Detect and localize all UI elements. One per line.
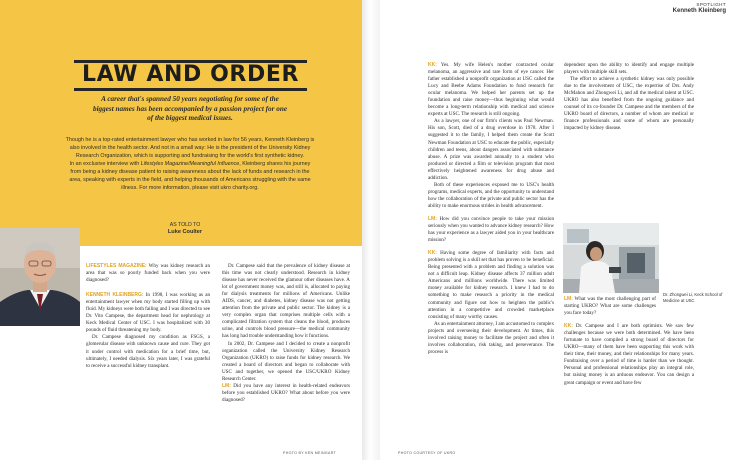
question-1: LIFESTYLES MAGAZINE: Why was kidney research an area that was so poorly funded back when you were diagnosed? bbox=[86, 263, 210, 284]
section-kicker: SPOTLIGHT bbox=[696, 2, 726, 7]
answer-1: KENNETH KLEINBERG: In 1998, I was working as an entertainment lawyer when my body started filling up with fluid. My kidneys were both failing and I was directed to see Dr. Vito Campese, the department head for nephrology at Keck Medical Center of USC. I was hospitalized with 30 pounds of fluid threatening my body. bbox=[86, 292, 211, 334]
answer-2: KK: Yes. My wife Helen's mother contracted ocular melanoma, an aggressive and rare form of eye cancer. Her father established a nonprofit organization at USC called the Lucy and Beebe Adams Foundation to fund research for ocular melanoma. We helped her parents set up the foundation and raise money—thus beginning what would become a long-term relationship with medical and science experts at USC. The research is still ongoing. bbox=[428, 62, 554, 118]
column-4-lower bbox=[564, 296, 716, 387]
portrait-photo bbox=[0, 228, 80, 326]
lab-photo bbox=[563, 223, 659, 293]
intro-paragraph-1: Though he is a top-rated entertainment lawyer who has worked in law for 56 years, Kenneth Kleinberg is also involved in the health sector. And not in a small way: He is the president of the University Kidney Research Organization, which is supporting and fundraising for the world's first synthetic kidney. bbox=[65, 137, 315, 159]
section-subject-name: Kenneth Kleinberg bbox=[672, 8, 726, 14]
column-3-paragraph-6: As an entertainment attorney, I am accustomed to complex projects and overseeing their development. At times, this involved raising money to facilitate the project and often it involves collaboration, risk taking, and perseverance. The process is bbox=[428, 320, 554, 355]
question-label: LM: bbox=[564, 296, 573, 302]
lab-photo-illustration bbox=[563, 223, 659, 293]
publication-name: Lifestyles Magazine/Meaningful Influence bbox=[140, 161, 240, 167]
answer-label: KK: bbox=[428, 62, 437, 68]
column-2 bbox=[222, 263, 350, 404]
column-3-paragraph-3: Both of these experiences exposed me to USC's health programs, medical experts, and the opportunity to understand how the collaboration of the private and public sector has the ability to make enormous strides in health advancement. bbox=[428, 181, 554, 209]
question-3: LM: How did you convince people to take your mission seriously when you wanted to advance kidney research? How has your experience as a lawyer aided you in your healthcare mission? bbox=[428, 215, 554, 244]
article-intro bbox=[64, 136, 316, 192]
question-label: LM: bbox=[222, 382, 231, 389]
column-2-paragraph-1: Dr. Campese said that the prevalence of kidney disease at this time was not clearly understood. Research in kidney disease has never received the glamour other diseases have. A lot of government money was, and still is, allocated to paying for dialysis treatments for millions of Americans. Unlike AIDS, cancer, and diabetes, kidney disease was not getting attention from the private and public sector. The kidney is a very complex organ that comprises multiple cells with a complicated filtration system that cleans the blood, produces urine, and controls blood pressure—the medical community has long had trouble understanding how it functions. bbox=[222, 263, 350, 340]
answer-4: KK: Dr. Campese and I are both optimists. We saw few challenges because we were both determined. We have been fortunate to have compiled a strong board of directors for UKRO—many of them have been supporting this work with their time, their money, and their relationships for many years. Fundraising over a period of time is harder than we thought. Personal and professional relationships play an integral role, but raising money is an arduous endeavor. You can design a great campaign or event and have few bbox=[564, 323, 694, 386]
question-2: LM: Did you have any interest in health-related endeavors before you established UKRO? What about before you were diagnosed? bbox=[222, 382, 350, 403]
author-name: Luke Coulter bbox=[167, 229, 203, 235]
portrait-illustration bbox=[0, 228, 80, 326]
title-rule-bottom bbox=[74, 88, 307, 91]
as-told-to-label: AS TOLD TO bbox=[169, 222, 201, 228]
column-1 bbox=[86, 263, 210, 370]
photo-credit-left: PHOTO BY KEN MEINGART bbox=[283, 451, 337, 455]
answer-label: KK: bbox=[564, 323, 573, 330]
column-4-paragraph-1: dependent upon the ability to identify and engage multiple players with multiple skill sets. bbox=[564, 62, 694, 76]
column-4-paragraph-2: The effort to achieve a synthetic kidney was only possible due to the involvement of USC, the expertise of Drs. Andy McMahon and Zhongwei Li, and all the medical talent at USC. UKRO has also benefited from the ongoing guidance and counsel of its co-founder Dr. Campese and the members of the UKRO board of directors, a number of whom are medical or finance professionals and some of whom are personally impacted by kidney disease. bbox=[564, 76, 694, 132]
intro-paragraph-2: In an exclusive interview with Lifestyles Magazine/Meaningful Influence, Kleinberg shares his journey from being a kidney disease patient to raising awareness about the lack of funds and research in the area, speaking with experts in the field, and helping thousands of Americans struggling with the same illness. For more information, please visit ukro charity.org. bbox=[69, 161, 311, 191]
answer-label: KENNETH KLEINBERG: bbox=[86, 292, 144, 299]
article-title: LAW AND ORDER bbox=[81, 62, 299, 87]
question-4: LM: What was the most challenging part of starting UKRO? What are some challenges you face today? bbox=[564, 296, 656, 317]
photo-caption: Dr. Zhongwei Li, Keck School of Medicine at USC bbox=[663, 292, 723, 303]
question-label: LM: bbox=[428, 215, 437, 222]
answer-label: KK: bbox=[428, 250, 437, 257]
photo-credit-right: PHOTO COURTESY OF UKRO bbox=[398, 451, 456, 455]
column-4 bbox=[564, 62, 694, 132]
answer-1-paragraph-2: Dr. Campese diagnosed my condition as FSGS, a glomerular disease with unknown cause and cure. They got it under control with medication for a brief time, but, ultimately, I needed dialysis. Six years later, I was grateful to receive a successful kidney transplant. bbox=[86, 334, 210, 369]
article-deck: A career that's spanned 50 years negotiating for some of the biggest names has been accompanied by a passion project for one of the biggest medical issues. bbox=[92, 95, 288, 122]
question-label: LIFESTYLES MAGAZINE: bbox=[86, 263, 147, 269]
answer-3: KK: Having some degree of familiarity with facts and problem solving is a skill set that has proven to be beneficial. Being presented with a problem and finding a solution was not a difficult leap. Kidney disease affects 37 million adult Americans and millions worldwide. There was limited money available for kidney research. I knew I had to do something to make research a priority in the medical community and figure out how to heighten the public's attention in a competitive and crowded marketplace consisting of many worthy causes. bbox=[428, 250, 554, 320]
column-2-paragraph-2: In 2002, Dr. Campese and I decided to create a nonprofit organization called the University Kidney Research Organization (UKRO) to raise funds for kidney research. We created a board of directors and began to collaborate with USC and together, we opened the USC/UKRO Kidney Research Center. bbox=[222, 340, 350, 382]
page-gutter bbox=[362, 0, 380, 460]
section-header bbox=[673, 2, 726, 15]
column-3-paragraph-2: As a lawyer, one of our firm's clients was Paul Newman. His son, Scott, died of a drug overdose in 1978. After I suggested it to the family, I helped them create the Scott Newman Foundation at USC to educate the public, especially children and teens, about dangers associated with substance abuse. A prize was awarded annually to a student who produced or directed a film or television program that most effectively heightened awareness for drug abuse and addiction. bbox=[428, 118, 554, 181]
author-credit bbox=[130, 222, 240, 236]
column-3 bbox=[428, 62, 554, 356]
